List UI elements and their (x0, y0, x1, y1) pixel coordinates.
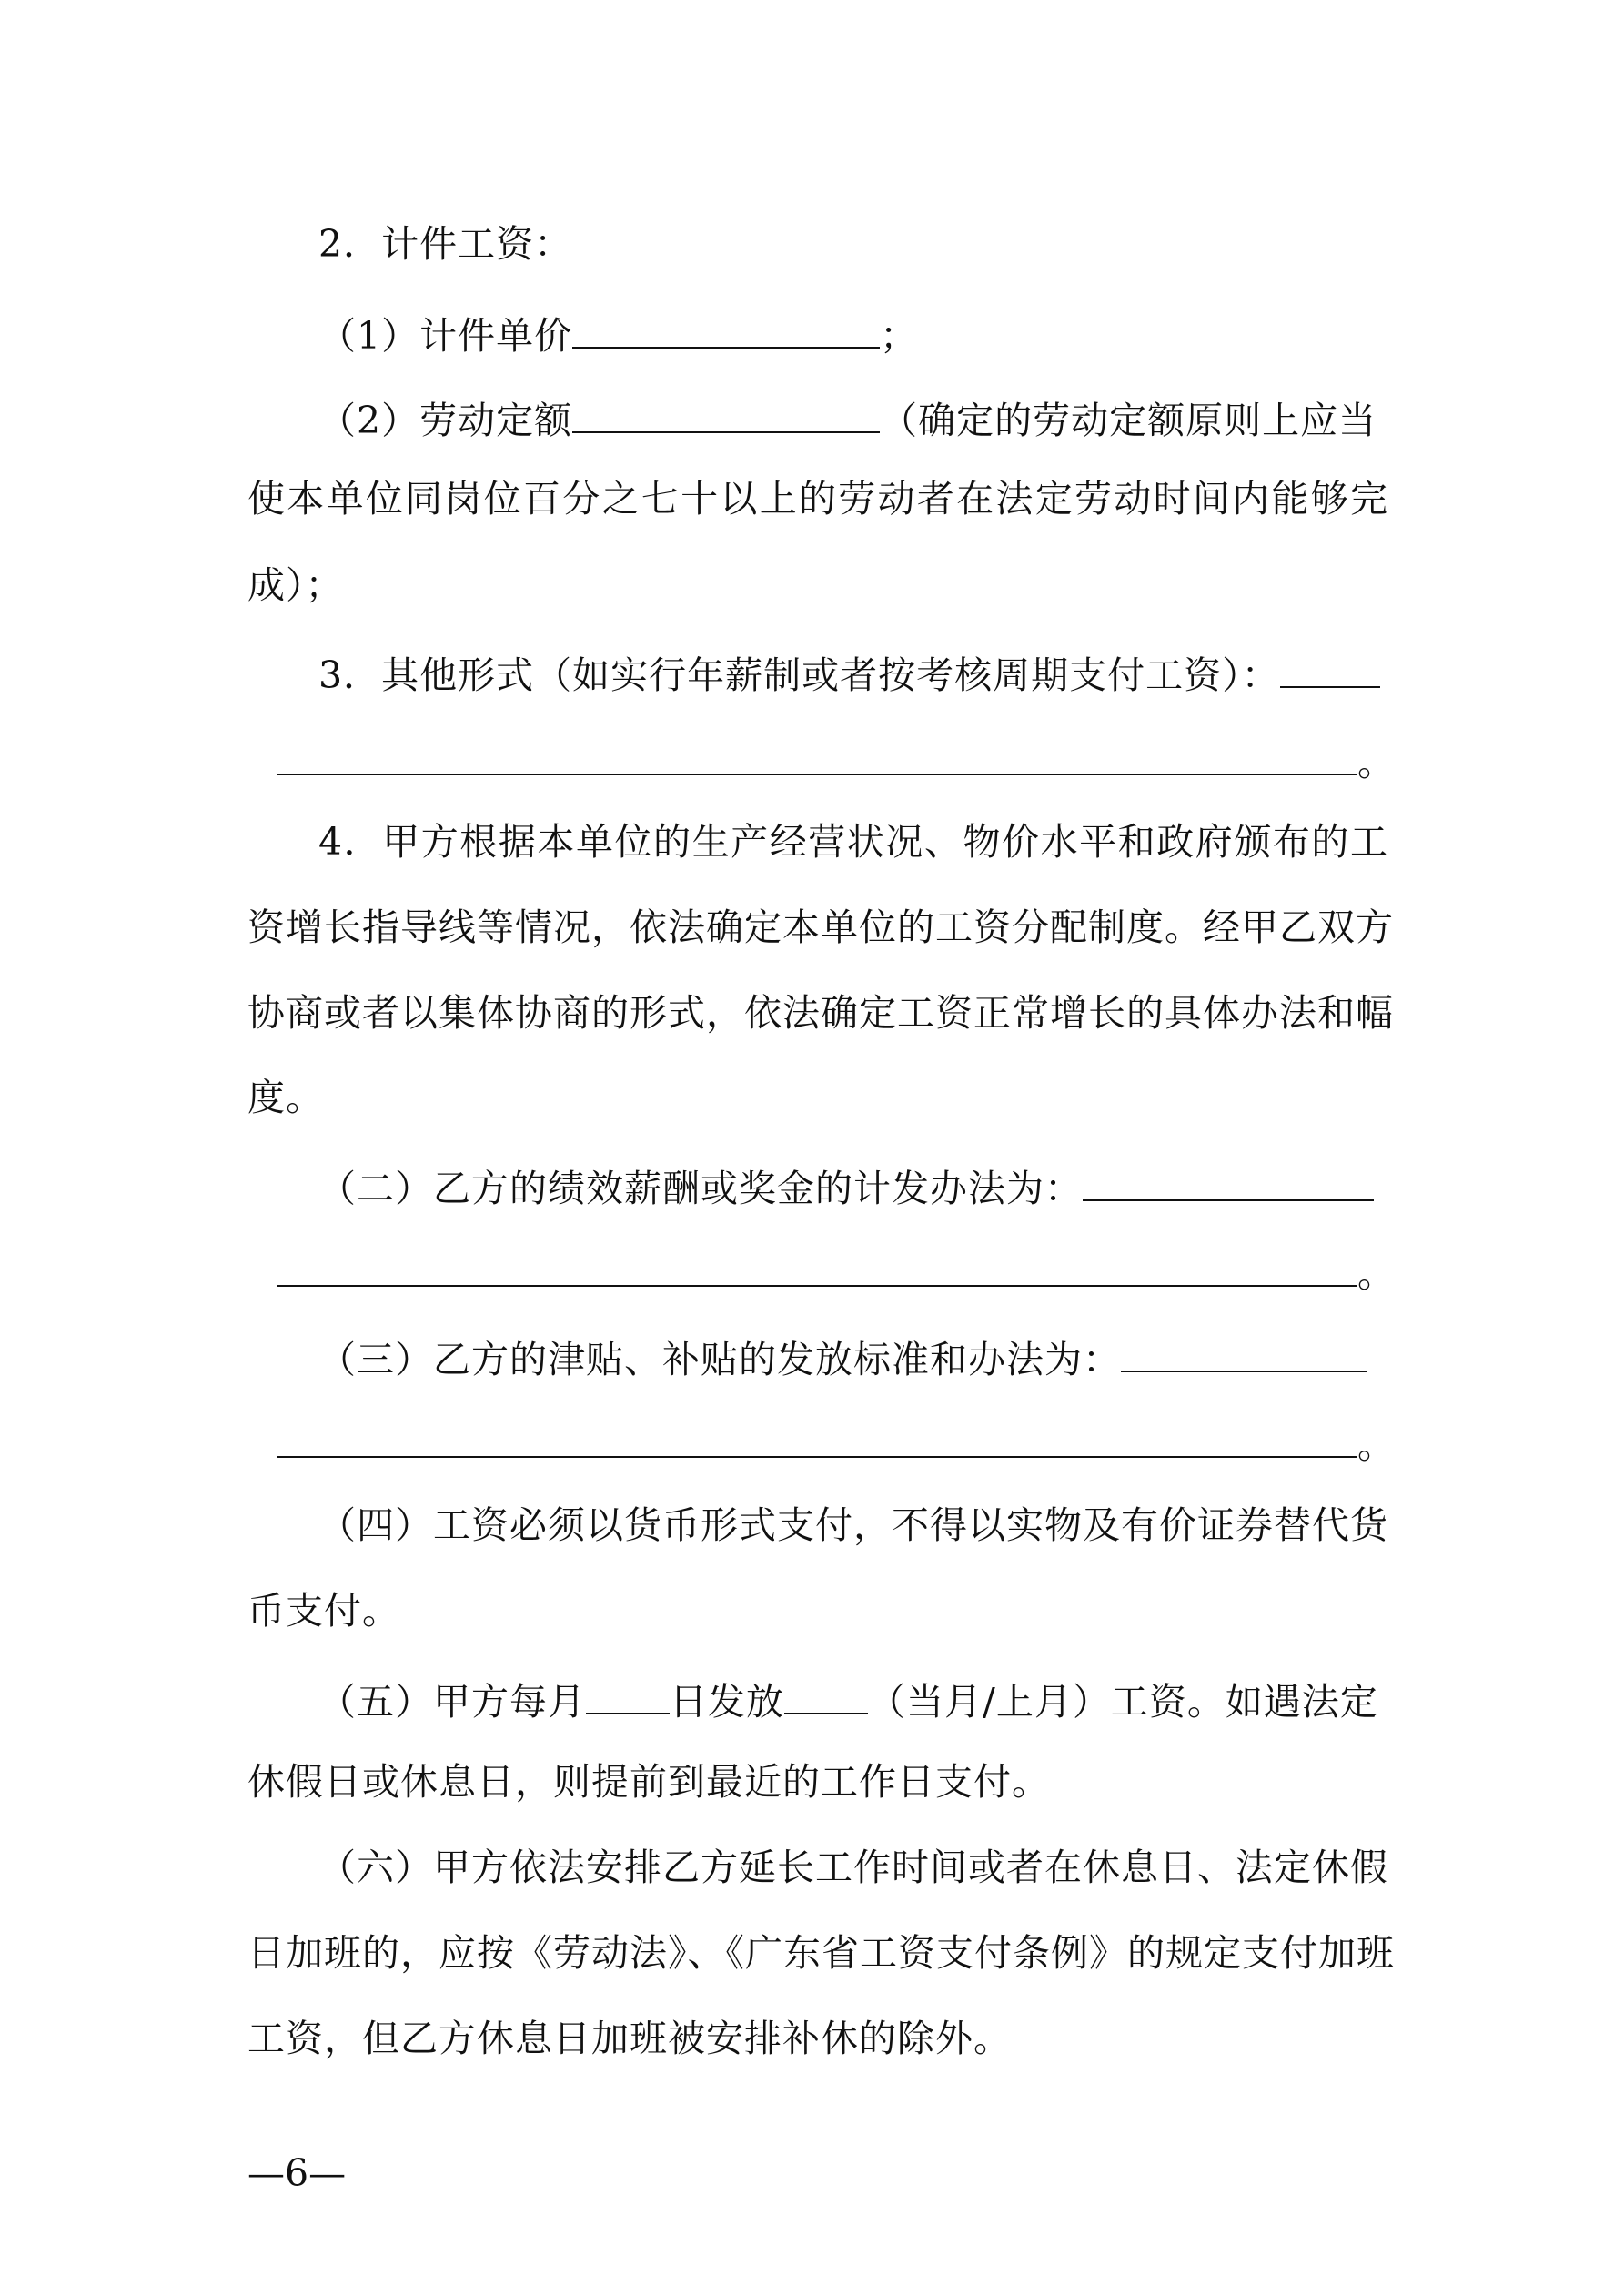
clause-text: （当月/上月）工资。如遇法定 (868, 1680, 1378, 1724)
fill-in-blank[interactable] (586, 1671, 670, 1714)
fill-in-blank[interactable] (277, 732, 1357, 775)
clause-text: （二）乙方的绩效薪酬或奖金的计发办法为： (318, 1167, 1083, 1210)
clause-text: 使本单位同岗位百分之七十以上的劳动者在法定劳动时间内能够完 (247, 477, 1388, 521)
clause-text: 度。 (247, 1076, 324, 1119)
paragraph-line (247, 987, 1394, 1038)
clause-text: 日发放 (670, 1680, 784, 1724)
clause-wage-system (318, 816, 1388, 867)
clause-pay-date (318, 1671, 1388, 1727)
clause-text: （1）计件单价 (318, 314, 573, 358)
clause-text: ； (880, 314, 919, 358)
fill-in-blank[interactable] (1083, 1158, 1374, 1201)
clause-text: 协商或者以集体协商的形式，依法确定工资正常增长的具体办法和幅 (247, 991, 1394, 1035)
clause-text: （四）工资必须以货币形式支付，不得以实物及有价证券替代货 (318, 1503, 1388, 1547)
clause-text: 工资，但乙方休息日加班被安排补休的除外。 (247, 2017, 1012, 2060)
fill-in-blank[interactable] (277, 1243, 1357, 1287)
fill-in-blank[interactable] (1121, 1329, 1367, 1372)
clause-text: 3．其他形式（如实行年薪制或者按考核周期支付工资）： (318, 653, 1280, 697)
fill-in-blank[interactable] (572, 389, 880, 433)
clause-text: （六）甲方依法安排乙方延长工作时间或者在休息日、法定休假 (318, 1846, 1388, 1889)
paragraph-line (247, 473, 1388, 524)
clause-text: 日加班的，应按《劳动法》、《广东省工资支付条例》的规定支付加班 (247, 1931, 1395, 1975)
paragraph-line (247, 1072, 1388, 1123)
clause-currency-payment (318, 1500, 1388, 1551)
clause-text: （2）劳动定额 (318, 399, 573, 442)
clause-piece-rate (318, 305, 1388, 361)
fill-in-line (277, 1414, 1417, 1471)
fill-in-blank[interactable] (277, 1414, 1357, 1458)
clause-text: 休假日或休息日，则提前到最近的工作日支付。 (247, 1760, 1050, 1804)
clause-text: 2．计件工资： (318, 222, 573, 266)
paragraph-line (247, 902, 1394, 953)
clause-text: 4．甲方根据本单位的生产经营状况、物价水平和政府颁布的工 (318, 820, 1388, 864)
paragraph-line (247, 2013, 1388, 2064)
clause-allowance (318, 1329, 1388, 1385)
fill-in-line (277, 1243, 1417, 1300)
clause-text: 。 (1357, 741, 1396, 784)
fill-in-line (277, 732, 1417, 788)
clause-bonus (318, 1158, 1388, 1214)
clause-text: （确定的劳动定额原则上应当 (880, 399, 1377, 442)
clause-piecework-heading (318, 218, 1388, 269)
paragraph-line (247, 1585, 1388, 1636)
clause-text: （三）乙方的津贴、补贴的发放标准和办法为： (318, 1338, 1121, 1381)
clause-other-forms (318, 644, 1388, 701)
paragraph-line (247, 1927, 1395, 1978)
clause-text: 。 (1357, 1252, 1396, 1296)
clause-overtime (318, 1842, 1388, 1893)
fill-in-blank[interactable] (572, 305, 880, 349)
fill-in-blank[interactable] (1280, 644, 1380, 688)
fill-in-blank[interactable] (784, 1671, 868, 1714)
clause-text: 资增长指导线等情况，依法确定本单位的工资分配制度。经甲乙双方 (247, 905, 1394, 949)
clause-text: 。 (1357, 1423, 1396, 1467)
paragraph-line (247, 560, 1388, 611)
clause-text: 币支付。 (247, 1589, 400, 1633)
paragraph-line (247, 1756, 1388, 1807)
page-number: —6— (247, 2151, 347, 2195)
clause-labor-quota (318, 389, 1388, 446)
clause-text: 成）； (247, 563, 344, 607)
clause-text: （五）甲方每月 (318, 1680, 586, 1724)
